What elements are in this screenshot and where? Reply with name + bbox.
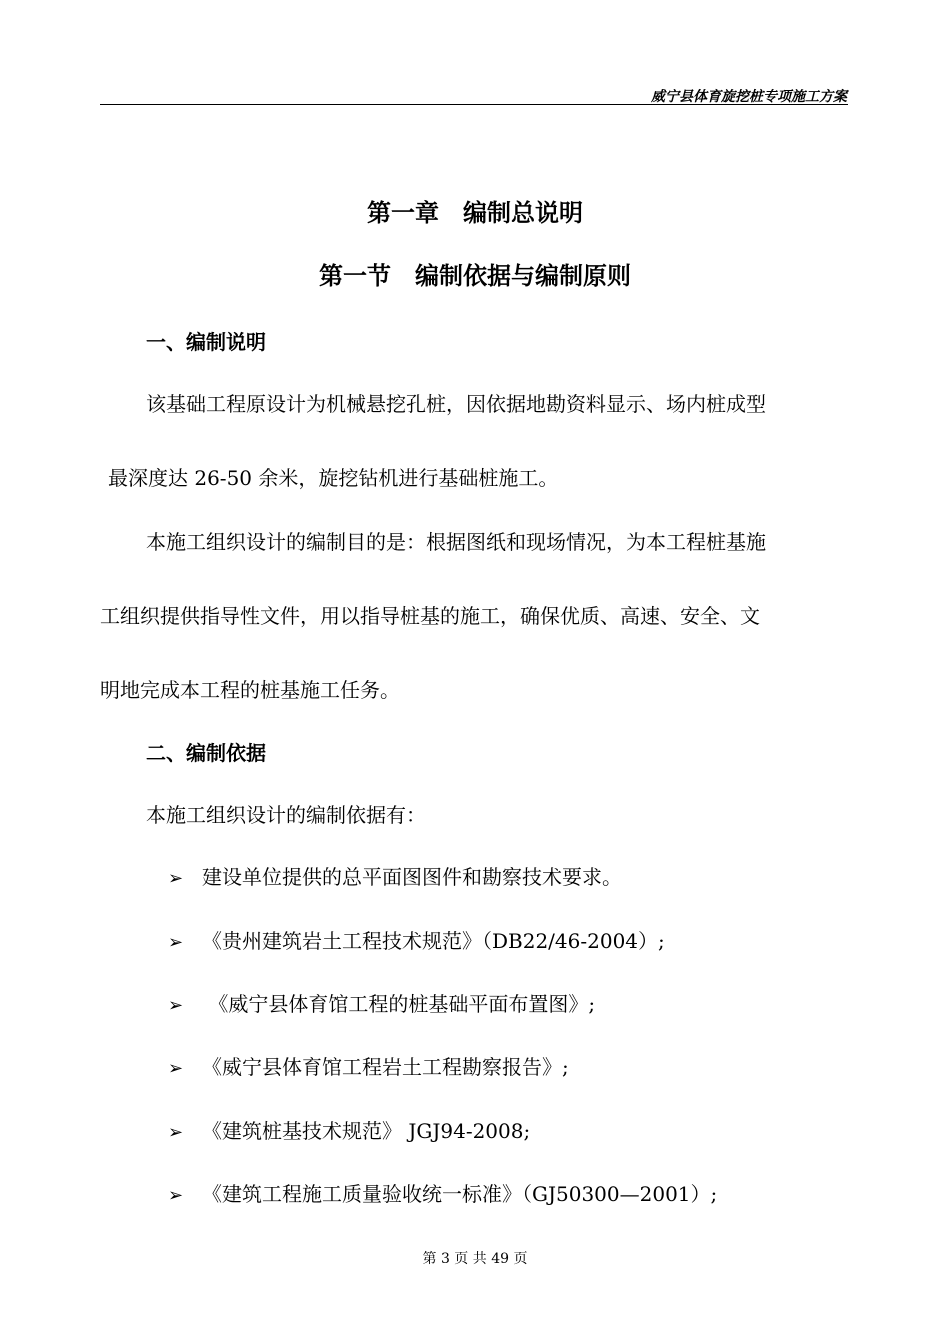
list-item bbox=[168, 988, 595, 1017]
list-item-text: 建设单位提供的总平面图图件和勘察技术要求。 bbox=[202, 865, 622, 889]
paragraph-line: 该基础工程原设计为机械悬挖孔桩，因依据地勘资料显示、场内桩成型 bbox=[146, 392, 766, 416]
list-item bbox=[168, 925, 665, 954]
list-item-text: 《建筑桩基技术规范》 JGJ94-2008; bbox=[202, 1119, 531, 1143]
paragraph-line: 最深度达 26-50 余米，旋挖钻机进行基础桩施工。 bbox=[108, 466, 559, 490]
heading-compilation-basis: 二、编制依据 bbox=[146, 741, 266, 765]
list-item bbox=[168, 1178, 717, 1207]
paragraph-line: 本施工组织设计的编制依据有： bbox=[146, 803, 426, 827]
paragraph-line: 工组织提供指导性文件，用以指导桩基的施工，确保优质、高速、安全、文 bbox=[100, 604, 760, 628]
list-item bbox=[168, 1115, 530, 1144]
page-number-footer: 第 3 页 共 49 页 bbox=[422, 1251, 528, 1267]
list-item-text: 《威宁县体育馆工程的桩基础平面布置图》; bbox=[202, 992, 596, 1016]
running-header: 威宁县体育旋挖桩专项施工方案 bbox=[651, 89, 847, 105]
list-item-text: 《建筑工程施工质量验收统一标准》（GJ50300—2001）; bbox=[202, 1182, 718, 1206]
arrow-bullet-icon: ➢ bbox=[168, 1185, 184, 1206]
arrow-bullet-icon: ➢ bbox=[168, 1122, 184, 1143]
list-item bbox=[168, 861, 622, 890]
list-item-text: 《贵州建筑岩土工程技术规范》（DB22/46-2004）; bbox=[202, 929, 665, 953]
paragraph-line: 明地完成本工程的桩基施工任务。 bbox=[100, 678, 400, 702]
arrow-bullet-icon: ➢ bbox=[168, 995, 184, 1016]
list-item-text: 《威宁县体育馆工程岩土工程勘察报告》; bbox=[202, 1055, 569, 1079]
paragraph-line: 本施工组织设计的编制目的是：根据图纸和现场情况，为本工程桩基施 bbox=[146, 530, 766, 554]
section-title: 第一节 编制依据与编制原则 bbox=[319, 262, 631, 290]
chapter-title: 第一章 编制总说明 bbox=[367, 199, 583, 227]
arrow-bullet-icon: ➢ bbox=[168, 868, 184, 889]
list-item bbox=[168, 1051, 569, 1080]
arrow-bullet-icon: ➢ bbox=[168, 1058, 184, 1079]
arrow-bullet-icon: ➢ bbox=[168, 932, 184, 953]
heading-compilation-notes: 一、编制说明 bbox=[146, 330, 266, 354]
header-rule bbox=[100, 104, 848, 105]
